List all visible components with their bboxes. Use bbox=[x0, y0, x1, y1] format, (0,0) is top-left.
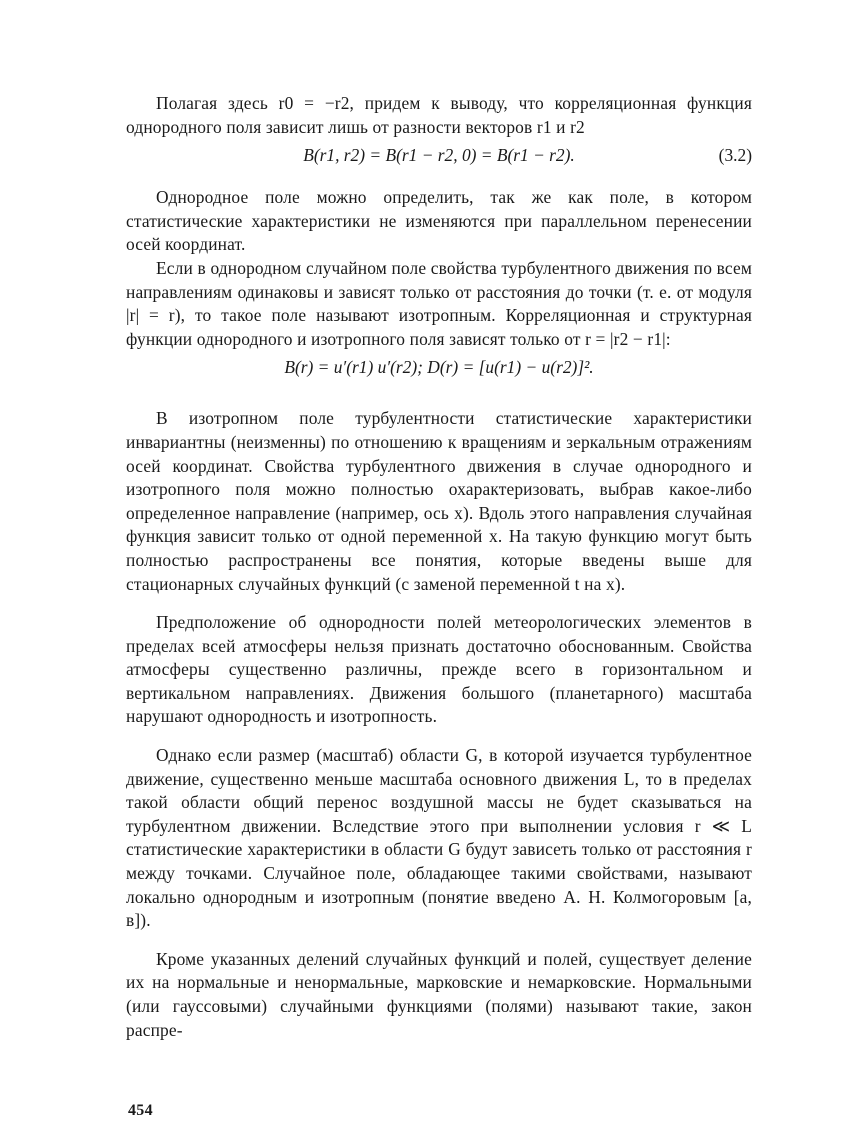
paragraph-6: Однако если размер (масштаб) области G, в которой изучается турбулентное движение, существенно меньше масштаба основного движения L, то в пределах такой области общий перенос воздушной массы не будет сказываться на турбулентном движении. Вследствие этого при выполнении условия r ≪ L статистические характеристики в области G будут зависеть только от расстояния r между точками. Случайное поле, обладающее такими свойствами, называют локально однородным и изотропным (понятие введено А. Н. Колмогоровым [а, в]). bbox=[126, 745, 752, 931]
paragraph-2: Однородное поле можно определить, так же как поле, в котором статистические характеристики не изменяются при параллельном перенесении осей координат. bbox=[126, 187, 752, 255]
equation-correlation-structure-body: B(r) = u′(r1) u′(r2); D(r) = [u(r1) − u(r2)]². bbox=[284, 357, 594, 378]
page-body bbox=[126, 92, 752, 1042]
paragraph-1: Полагая здесь r0 = −r2, придем к выводу, что корреляционная функция однородного поля зависит лишь от разности векторов r1 и r2 bbox=[126, 93, 752, 137]
paragraph-3: Если в однородном случайном поле свойства турбулентного движения по всем направлениям одинаковы и зависят только от расстояния до точки (т. е. от модуля |r| = r), то такое поле называют изотропным. Корреляционная и структурная функции однородного и изотропного поля зависят только от r = |r2 − r1|: bbox=[126, 257, 752, 349]
paragraph-7: Кроме указанных делений случайных функций и полей, существует деление их на нормальные и ненормальные, марковские и немарковские. Нормальными (или гауссовыми) случайными функциями (полями) называют такие, закон распре- bbox=[126, 948, 752, 1040]
equation-3-2-body: B(r1, r2) = B(r1 − r2, 0) = B(r1 − r2). bbox=[303, 145, 575, 166]
equation-number: (3.2) bbox=[718, 145, 752, 166]
equation-correlation-structure bbox=[126, 351, 752, 383]
equation-3-2 bbox=[126, 139, 752, 171]
paragraph-5: Предположение об однородности полей метеорологических элементов в пределах всей атмосферы нельзя признать достаточно обоснованным. Свойства атмосферы существенно различны, прежде всего в горизонтальном и вертикальном направлениях. Движения большого (планетарного) масштаба нарушают однородность и изотропность. bbox=[126, 612, 752, 727]
paragraph-4: В изотропном поле турбулентности статистические характеристики инвариантны (неизменны) по отношению к вращениям и зеркальным отражениям осей координат. Свойства турбулентного движения в случае однородного и изотропного поля можно полностью охарактеризовать, выбрав какое-либо определенное направление (например, ось x). Вдоль этого направления случайная функция зависит только от одной переменной x. На такую функцию могут быть полностью распространены все понятия, которые введены выше для стационарных случайных функций (с заменой переменной t на x). bbox=[126, 408, 752, 594]
page-number: 454 bbox=[128, 1102, 153, 1119]
